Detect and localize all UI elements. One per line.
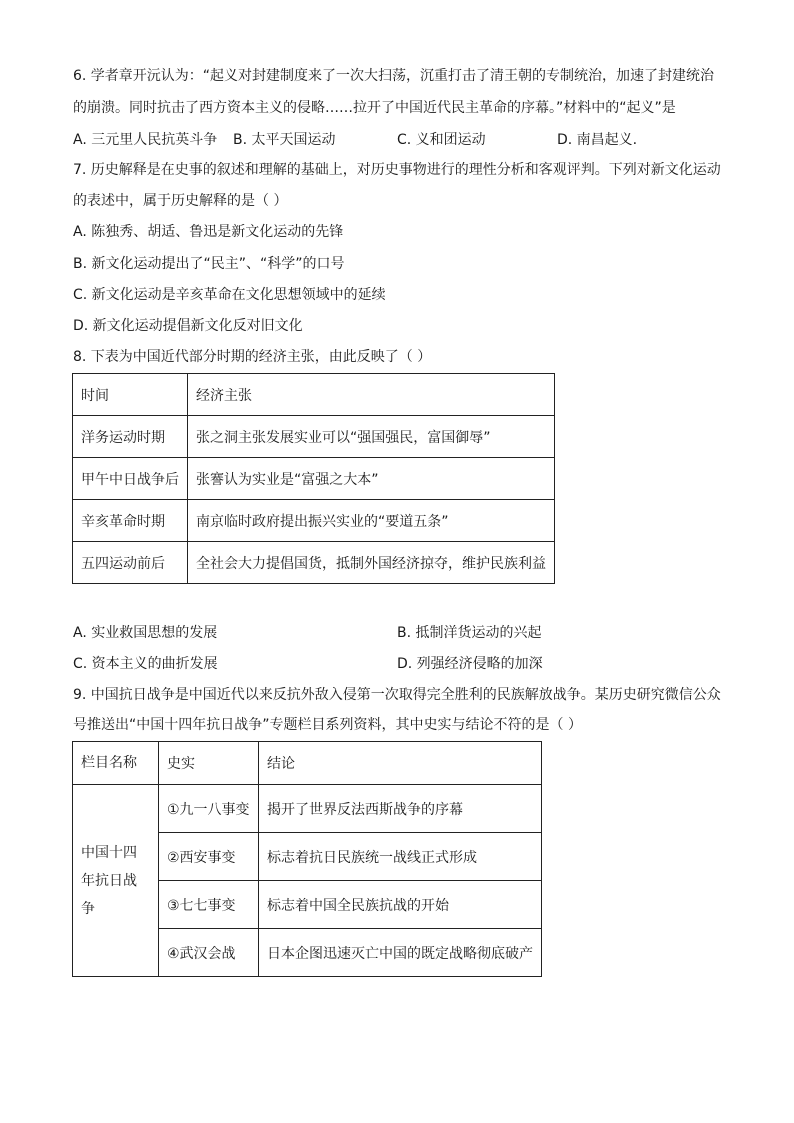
q6-option-b: B. 太平天国运动 <box>233 132 336 148</box>
table-cell-period: 辛亥革命时期 <box>73 500 188 542</box>
table-row <box>73 785 542 833</box>
table-cell-proposal: 张之洞主张发展实业可以“强国强民，富国御辱” <box>188 416 555 458</box>
q7-option-c: C. 新文化运动是辛亥革命在文化思想领域中的延续 <box>73 287 386 303</box>
q9-stem-line2: 号推送出“中国十四年抗日战争”专题栏目系列资料，其中史实与结论不符的是（ ） <box>73 717 582 733</box>
q9-table <box>72 741 542 977</box>
table-cell-conclusion: 标志着中国全民族抗战的开始 <box>259 881 542 929</box>
q7-stem-line1: 7. 历史解释是在史事的叙述和理解的基础上，对历史事物进行的理性分析和客观评判。下列对新文化运动 <box>73 162 721 178</box>
q9-stem-line1: 9. 中国抗日战争是中国近代以来反抗外敌入侵第一次取得完全胜利的民族解放战争。某历史研究微信公众 <box>73 687 721 703</box>
table-cell-period: 甲午中日战争后 <box>73 458 188 500</box>
q6-option-a: A. 三元里人民抗英斗争 <box>73 132 218 148</box>
q6-option-c: C. 义和团运动 <box>397 132 486 148</box>
q7-option-a: A. 陈独秀、胡适、鲁迅是新文化运动的先锋 <box>73 224 344 240</box>
q6-option-d: D. 南昌起义. <box>557 132 638 148</box>
table-cell-conclusion: 标志着抗日民族统一战线正式形成 <box>259 833 542 881</box>
table-cell-period: 五四运动前后 <box>73 542 188 584</box>
table-row <box>73 458 555 500</box>
q8-option-b: B. 抵制洋货运动的兴起 <box>397 625 542 641</box>
table-header-cell: 结论 <box>259 742 542 785</box>
q7-option-b: B. 新文化运动提出了“民主”、“科学”的口号 <box>73 256 345 272</box>
table-row <box>73 500 555 542</box>
table-cell-column-name: 中国十四年抗日战争 <box>73 785 159 977</box>
q7-option-d: D. 新文化运动提倡新文化反对旧文化 <box>73 318 303 334</box>
table-cell-conclusion: 日本企图迅速灭亡中国的既定战略彻底破产 <box>259 929 542 977</box>
q6-stem-line1: 6. 学者章开沅认为：“起义对封建制度来了一次大扫荡，沉重打击了清王朝的专制统治，加速了封建统治 <box>73 68 715 84</box>
table-header-row <box>73 742 542 785</box>
table-row <box>73 542 555 584</box>
q6-stem-line2: 的崩溃。同时抗击了西方资本主义的侵略……拉开了中国近代民主革命的序幕。”材料中的“起义”是 <box>73 100 676 116</box>
table-cell-proposal: 南京临时政府提出振兴实业的“要道五条” <box>188 500 555 542</box>
table-cell-conclusion: 揭开了世界反法西斯战争的序幕 <box>259 785 542 833</box>
q8-option-d: D. 列强经济侵略的加深 <box>397 656 543 672</box>
table-cell-proposal: 全社会大力提倡国货，抵制外国经济掠夺，维护民族利益 <box>188 542 555 584</box>
table-header-cell: 栏目名称 <box>73 742 159 785</box>
table-header-cell: 经济主张 <box>188 374 555 416</box>
q7-stem-line2: 的表述中，属于历史解释的是（ ） <box>73 193 288 209</box>
q8-option-a: A. 实业救国思想的发展 <box>73 625 218 641</box>
q8-stem: 8. 下表为中国近代部分时期的经济主张，由此反映了（ ） <box>73 349 432 365</box>
q8-option-c: C. 资本主义的曲折发展 <box>73 656 218 672</box>
table-cell-fact: ④武汉会战 <box>159 929 259 977</box>
table-cell-fact: ①九一八事变 <box>159 785 259 833</box>
table-cell-period: 洋务运动时期 <box>73 416 188 458</box>
q8-table <box>72 373 555 584</box>
table-cell-fact: ②西安事变 <box>159 833 259 881</box>
table-row <box>73 416 555 458</box>
table-header-cell: 史实 <box>159 742 259 785</box>
table-header-cell: 时间 <box>73 374 188 416</box>
table-header-row <box>73 374 555 416</box>
table-cell-fact: ③七七事变 <box>159 881 259 929</box>
table-cell-proposal: 张謇认为实业是“富强之大本” <box>188 458 555 500</box>
